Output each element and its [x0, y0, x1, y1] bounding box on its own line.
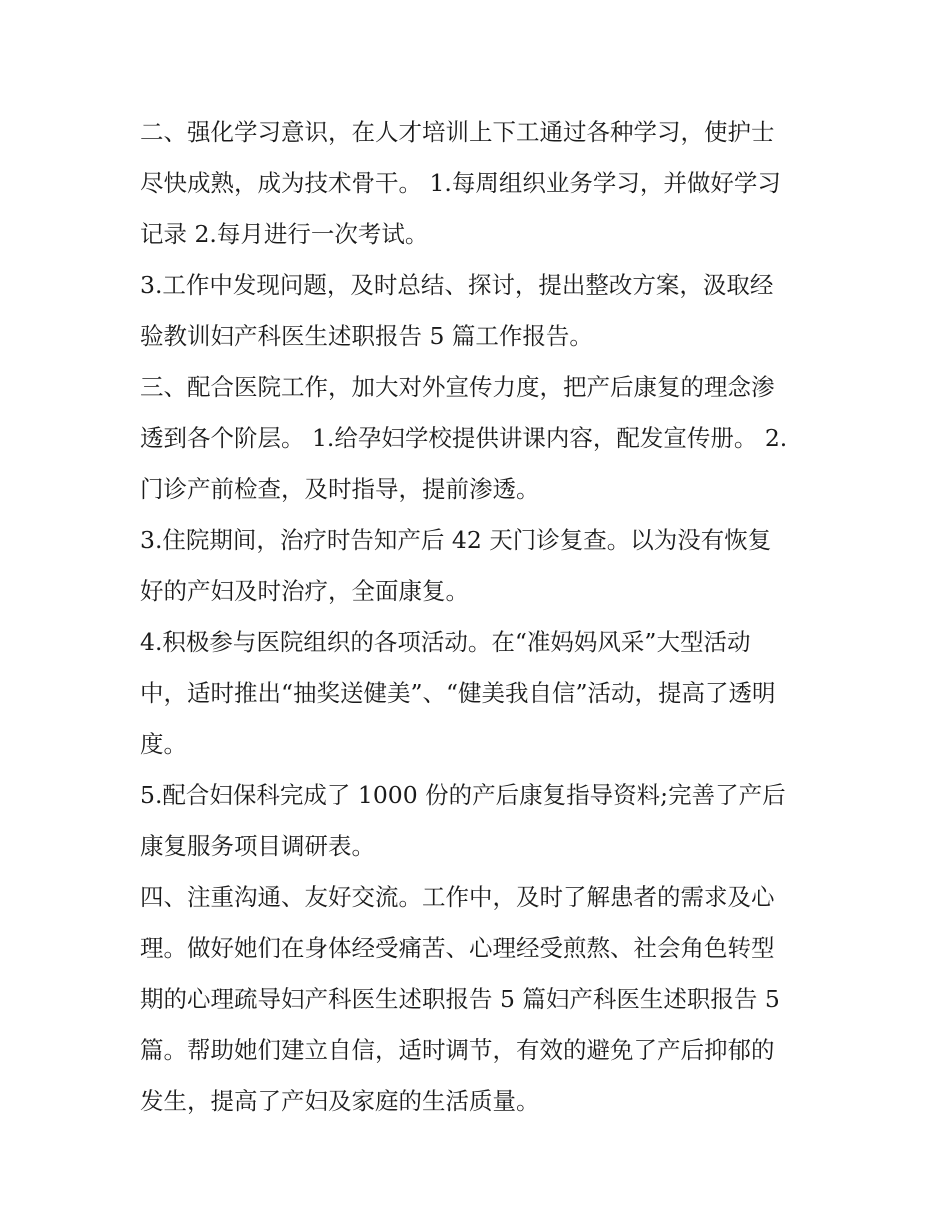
- text-line: 尽快成熟，成为技术骨干。 1.每周组织业务学习，并做好学习: [140, 169, 781, 197]
- text-line: 发生，提高了产妇及家庭的生活质量。: [140, 1087, 540, 1115]
- text-line: 记录 2.每月进行一次考试。: [140, 220, 429, 248]
- text-line: 三、配合医院工作，加大对外宣传力度，把产后康复的理念渗: [140, 373, 775, 401]
- text-line: 理。做好她们在身体经受痛苦、心理经受煎熬、社会角色转型: [140, 934, 775, 962]
- text-line: 好的产妇及时治疗，全面康复。: [140, 577, 469, 605]
- text-line: 度。: [140, 730, 187, 758]
- text-line: 验教训妇产科医生述职报告 5 篇工作报告。: [140, 322, 593, 350]
- text-line: 透到各个阶层。 1.给孕妇学校提供讲课内容，配发宣传册。 2.: [140, 424, 788, 452]
- text-line: 中，适时推出“抽奖送健美”、“健美我自信”活动，提高了透明: [140, 679, 776, 707]
- text-line: 康复服务项目调研表。: [140, 832, 375, 860]
- text-line: 4.积极参与医院组织的各项活动。在“准妈妈风采”大型活动: [140, 628, 751, 656]
- text-line: 二、强化学习意识，在人才培训上下工通过各种学习，使护士: [140, 118, 775, 146]
- text-line: 3.工作中发现问题，及时总结、探讨，提出整改方案，汲取经: [140, 271, 774, 299]
- text-line: 5.配合妇保科完成了 1000 份的产后康复指导资料;完善了产后: [140, 781, 786, 809]
- text-line: 期的心理疏导妇产科医生述职报告 5 篇妇产科医生述职报告 5: [140, 985, 780, 1013]
- text-line: 四、注重沟通、友好交流。工作中，及时了解患者的需求及心: [140, 883, 775, 911]
- text-line: 3.住院期间，治疗时告知产后 42 天门诊复查。以为没有恢复: [140, 526, 772, 554]
- text-line: 篇。帮助她们建立自信，适时调节，有效的避免了产后抑郁的: [140, 1036, 775, 1064]
- text-line: 门诊产前检查，及时指导，提前渗透。: [140, 475, 540, 503]
- document-page: [140, 107, 820, 1127]
